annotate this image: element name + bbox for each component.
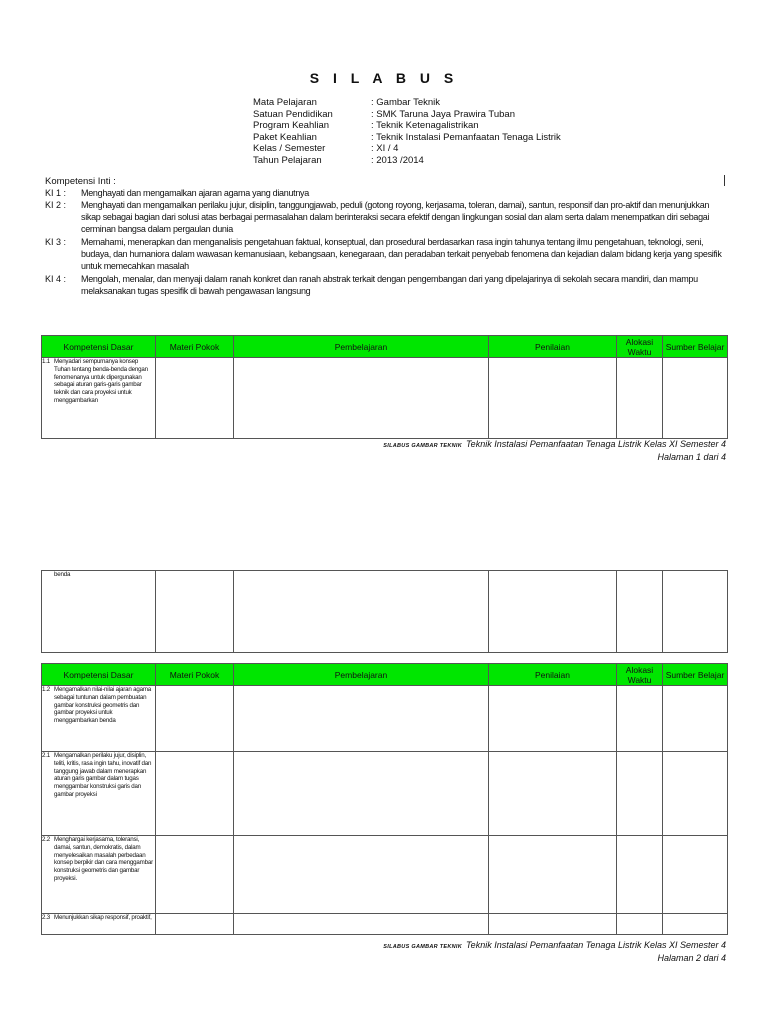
penilaian-cell	[489, 358, 617, 439]
meta-value: : Teknik Instalasi Pemanfaatan Tenaga Listrik	[371, 131, 561, 143]
kd-text: Mengamalkan perilaku jujur, disiplin, teliti, kritis, rasa ingin tahu, inovatif dan tanggung jawab dalam menerapkan aturan garis gambar dalam tugas menggambar konstruksi garis dan gambar proyeksi	[54, 752, 152, 798]
ki-item	[45, 237, 725, 272]
alokasi-cell	[617, 571, 663, 653]
silabus-table-page1	[41, 335, 728, 439]
header-kompetensi-dasar: Kompetensi Dasar	[42, 664, 156, 686]
meta-label: Tahun Pelajaran	[253, 154, 322, 166]
table-row	[42, 836, 728, 914]
footer-small-title: SILABUS GAMBAR TEKNIK	[383, 443, 463, 449]
header-sumber-belajar: Sumber Belajar	[663, 664, 728, 686]
meta-row	[253, 109, 561, 121]
ki-code: KI 1 :	[45, 188, 67, 198]
document-title: S I L A B U S	[309, 70, 459, 86]
kd-cell	[42, 836, 156, 914]
page-footer-1	[383, 439, 726, 463]
ki-item	[45, 188, 725, 200]
table-row	[42, 571, 728, 653]
ki-code: KI 2 :	[45, 200, 67, 210]
alokasi-cell	[617, 358, 663, 439]
kd-number: 2.3	[42, 914, 51, 921]
table-row	[42, 752, 728, 836]
header-alokasi-waktu: Alokasi Waktu	[617, 336, 663, 358]
materi-cell	[156, 571, 234, 653]
meta-value: : SMK Taruna Jaya Prawira Tuban	[371, 108, 515, 120]
footer-page-number: Halaman 2 dari 4	[657, 953, 726, 963]
header-materi-pokok: Materi Pokok	[156, 664, 234, 686]
pembelajaran-cell	[234, 571, 489, 653]
penilaian-cell	[489, 752, 617, 836]
table-row	[42, 914, 728, 935]
sumber-cell	[663, 914, 728, 935]
kd-cell	[42, 686, 156, 752]
ki-code: KI 4 :	[45, 274, 67, 284]
penilaian-cell	[489, 836, 617, 914]
table-header-row	[42, 336, 728, 358]
header-materi-pokok: Materi Pokok	[156, 336, 234, 358]
text-cursor	[724, 175, 725, 186]
materi-cell	[156, 836, 234, 914]
meta-row	[253, 97, 561, 109]
page-footer-2	[383, 940, 726, 964]
table-header-row	[42, 664, 728, 686]
pembelajaran-cell	[234, 686, 489, 752]
kd-text: Menunjukkan sikap responsif, proaktif,	[54, 914, 152, 921]
alokasi-cell	[617, 914, 663, 935]
pembelajaran-cell	[234, 914, 489, 935]
kd-number: 1.2	[42, 686, 51, 693]
ki-text: Menghayati dan mengamalkan ajaran agama yang dianutnya	[81, 188, 309, 198]
meta-label: Mata Pelajaran	[253, 97, 317, 108]
meta-row	[253, 143, 561, 155]
sumber-cell	[663, 836, 728, 914]
header-penilaian: Penilaian	[489, 336, 617, 358]
footer-page-number: Halaman 1 dari 4	[657, 452, 726, 462]
header-kompetensi-dasar: Kompetensi Dasar	[42, 336, 156, 358]
penilaian-cell	[489, 686, 617, 752]
footer-main: Teknik Instalasi Pemanfaatan Tenaga Listrik Kelas XI Semester 4	[466, 940, 726, 950]
meta-value: : Gambar Teknik	[371, 97, 440, 108]
kd-text: Menyadari sempurnanya konsep Tuhan tentang benda-benda dengan fenomenanya untuk dipergunakan sebagai aturan garis-garis gambar teknik dan cara proyeksi untuk menggambarkan	[54, 358, 148, 404]
kd-cell	[42, 914, 156, 935]
header-pembelajaran: Pembelajaran	[234, 336, 489, 358]
header-pembelajaran: Pembelajaran	[234, 664, 489, 686]
pembelajaran-cell	[234, 836, 489, 914]
ki-code: KI 3 :	[45, 237, 67, 247]
meta-value: : Teknik Ketenagalistrikan	[371, 120, 479, 131]
header-alokasi-waktu: Alokasi Waktu	[617, 664, 663, 686]
meta-block	[253, 97, 561, 166]
ki-text: Menghayati dan mengamalkan perilaku jujur, disiplin, tanggungjawab, peduli (gotong royong, kerjasama, toleran, damai), santun, responsif dan pro-aktif dan menunjukkan sikap sebagai bagian dari solusi atas berbagai permasalahan dalam berinteraksi secara efektif dengan lingkungan sosial dan alam serta dalam menempatkan diri sebagai cerminan bangsa dalam pergaulan dunia	[81, 200, 710, 234]
kd-text: Mengamalkan nilai-nilai ajaran agama sebagai tuntunan dalam pembuatan gambar konstruksi geometris dan gambar proyeksi untuk menggambarkan benda	[54, 686, 152, 725]
materi-cell	[156, 686, 234, 752]
ki-item	[45, 274, 725, 298]
kd-cell	[42, 571, 156, 653]
ki-heading: Kompetensi Inti :	[45, 176, 116, 187]
footer-line	[383, 439, 726, 452]
meta-row	[253, 120, 561, 132]
sumber-cell	[663, 358, 728, 439]
kd-number	[42, 571, 54, 579]
materi-cell	[156, 914, 234, 935]
materi-cell	[156, 752, 234, 836]
kd-text: Menghargai kerjasama, toleransi, damai, santun, demokratis, dalam menyelesaikan masalah perbedaan konsep berpikir dan cara menggambar konstruksi geometris dan gambar proyeksi.	[54, 836, 153, 882]
penilaian-cell	[489, 571, 617, 653]
alokasi-cell	[617, 836, 663, 914]
sumber-cell	[663, 686, 728, 752]
meta-row	[253, 132, 561, 144]
kd-number: 2.2	[42, 836, 51, 843]
footer-main: Teknik Instalasi Pemanfaatan Tenaga Listrik Kelas XI Semester 4	[466, 439, 726, 449]
meta-value: : XI / 4	[371, 143, 399, 154]
sumber-cell	[663, 752, 728, 836]
table-row	[42, 358, 728, 439]
kd-cell	[42, 752, 156, 836]
table-row	[42, 686, 728, 752]
ki-text: Mengolah, menalar, dan menyaji dalam ranah konkret dan ranah abstrak terkait dengan pengembangan dari yang dipelajarinya di sekolah secara mandiri, dan mampu melaksanakan tugas spesifik di bawah pengawasan langsung	[81, 274, 698, 296]
header-penilaian: Penilaian	[489, 664, 617, 686]
pembelajaran-cell	[234, 358, 489, 439]
penilaian-cell	[489, 914, 617, 935]
meta-row	[253, 155, 561, 167]
footer-small-title: SILABUS GAMBAR TEKNIK	[383, 944, 463, 950]
meta-label: Program Keahlian	[253, 120, 330, 131]
kd-number: 1.1	[42, 358, 51, 365]
ki-item	[45, 200, 725, 235]
meta-value: : 2013 /2014	[371, 154, 424, 166]
pembelajaran-cell	[234, 752, 489, 836]
meta-label: Paket Keahlian	[253, 131, 317, 143]
kd-cell	[42, 358, 156, 439]
meta-label: Satuan Pendidikan	[253, 108, 333, 120]
ki-text: Memahami, menerapkan dan menganalisis pengetahuan faktual, konseptual, dan prosedural berdasarkan rasa ingin tahunya tentang ilmu pengetahuan, teknologi, seni, budaya, dan humaniora dalam wawasan kemanusiaan, kebangsaan, kenegaraan, dan peradaban terkait penyebab fenomena dan kejadian dalam bidang kerja yang spesifik untuk memecahkan masalah	[81, 237, 722, 271]
kd-text: benda	[54, 571, 71, 578]
alokasi-cell	[617, 686, 663, 752]
meta-label: Kelas / Semester	[253, 143, 326, 154]
kd-number: 2.1	[42, 752, 51, 759]
footer-line	[383, 940, 726, 953]
silabus-table-page2-continued	[41, 570, 728, 653]
silabus-table-page2	[41, 663, 728, 935]
sumber-cell	[663, 571, 728, 653]
header-sumber-belajar: Sumber Belajar	[663, 336, 728, 358]
alokasi-cell	[617, 752, 663, 836]
materi-cell	[156, 358, 234, 439]
